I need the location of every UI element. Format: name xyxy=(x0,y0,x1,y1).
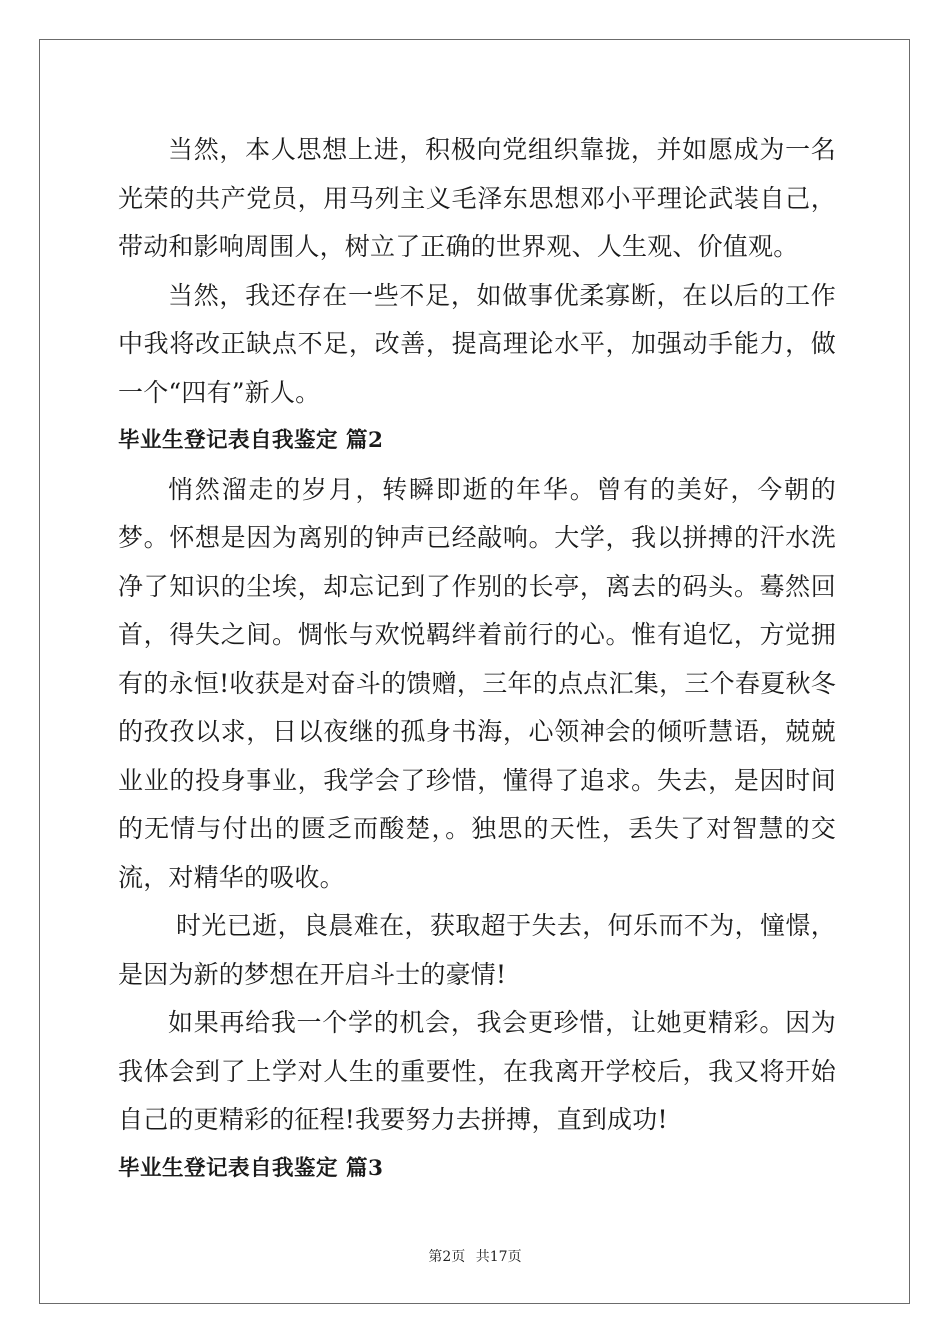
paragraph-shortcomings: 当然，我还存在一些不足，如做事优柔寡断，在以后的工作中我将改正缺点不足，改善，提高理论水平，加强动手能力，做一个“四有”新人。 xyxy=(118,280,836,407)
section-heading-3: 毕业生登记表自我鉴定 篇3 xyxy=(118,1155,384,1181)
paragraph-time-passed: 时光已逝，良晨难在，获取超于失去，何乐而不为，憧憬，是因为新的梦想在开启斗士的豪情! xyxy=(118,911,836,989)
document-body xyxy=(118,126,836,1193)
page-number: 第2页 xyxy=(428,1249,466,1265)
paragraph-reflection: 悄然溜走的岁月，转瞬即逝的年华。曾有的美好，今朝的梦。怀想是因为离别的钟声已经敲响。大学，我以拼搏的汗水洗净了知识的尘埃，却忘记到了作别的长亭，离去的码头。蓦然回首，得失之间。惆怅与欢悦羁绊着前行的心。惟有追忆，方觉拥有的永恒!收获是对奋斗的馈赠，三年的点点汇集，三个春夏秋冬的孜孜以求，日以夜继的孤身书海，心领神会的倾听慧语，兢兢业业的投身事业，我学会了珍惜，懂得了追求。失去，是因时间的无情与付出的匮乏而酸楚，。独思的天性，丢失了对智慧的交流，对精华的吸收。 xyxy=(118,474,836,892)
paragraph-party-member: 当然，本人思想上进，积极向党组织靠拢，并如愿成为一名光荣的共产党员，用马列主义毛泽东思想邓小平理论武装自己，带动和影响周围人，树立了正确的世界观、人生观、价值观。 xyxy=(118,135,836,261)
paragraph-another-chance: 如果再给我一个学的机会，我会更珍惜，让她更精彩。因为我体会到了上学对人生的重要性，在我离开学校后，我又将开始自己的更精彩的征程!我要努力去拼搏，直到成功! xyxy=(118,1008,836,1134)
section-heading-2: 毕业生登记表自我鉴定 篇2 xyxy=(118,428,384,453)
page-footer xyxy=(0,1246,950,1266)
page-total: 共17页 xyxy=(475,1249,522,1265)
